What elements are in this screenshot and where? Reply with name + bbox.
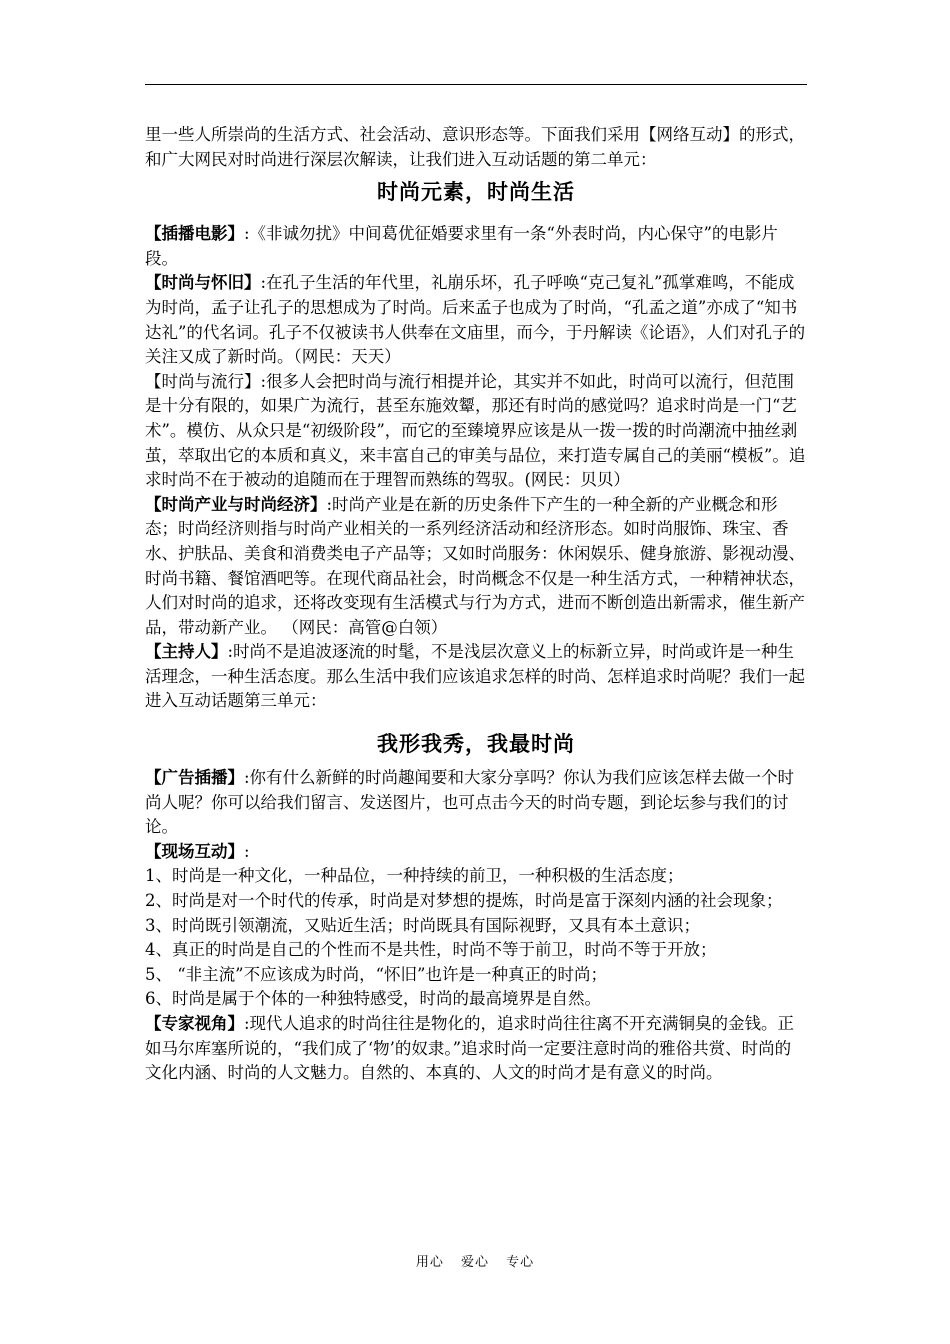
section-3-title: 我形我秀，我最时尚: [377, 731, 575, 757]
list-item: 6、时尚是属于个体的一种独特感受，时尚的最高境界是自然。: [145, 989, 601, 1009]
page-footer: [0, 1251, 950, 1270]
paragraph-industry: [145, 493, 807, 641]
section-2-title: 时尚元素，时尚生活: [377, 179, 575, 205]
text-expert: :现代人追求的时尚往往是物化的，追求时尚往往离不开充满铜臭的金钱。正如马尔库塞所说的，“我们成了‘物’的奴隶。”追求时尚一定要注意时尚的雅俗共赏、时尚的文化内涵、时尚的人文魅力。自然的、本真的、人文的时尚才是有意义的时尚。: [145, 1014, 795, 1083]
list-item: 3、时尚既引领潮流，又贴近生活；时尚既具有国际视野，又具有本土意识；: [145, 915, 700, 935]
label-nostalgia: 【时尚与怀旧】: [145, 273, 261, 293]
text-movie: :《非诚勿扰》中间葛优征婚要求里有一条“外表时尚，内心保守”的电影片段。: [145, 224, 778, 268]
label-industry: 【时尚产业与时尚经济】: [145, 494, 327, 514]
paragraph-live: [145, 840, 807, 865]
paragraph-host: [145, 640, 807, 714]
list-item: 4、真正的时尚是自己的个性而不是共性，时尚不等于前卫，时尚不等于开放；: [145, 940, 717, 960]
list-item: 5、 “非主流”不应该成为时尚，“怀旧”也许是一种真正的时尚；: [145, 964, 607, 984]
label-movie: 【插播电影】: [145, 224, 244, 244]
intro-paragraph: 里一些人所崇尚的生活方式、社会活动、意识形态等。下面我们采用【网络互动】的形式，和广大网民对时尚进行深层次解读，让我们进入互动话题的第二单元：: [145, 125, 805, 169]
label-live: 【现场互动】: [145, 841, 244, 861]
footer-word: 用心: [415, 1255, 444, 1270]
text-industry: :时尚产业是在新的历史条件下产生的一种全新的产业概念和形态；时尚经济则指与时尚产业相关的一系列经济活动和经济形态。如时尚服饰、珠宝、香水、护肤品、美食和消费类电子产品等；又如时尚服务：休闲娱乐、健身旅游、影视动漫、时尚书籍、餐馆酒吧等。在现代商品社会，时尚概念不仅是一种生活方式，一种精神状态，人们对时尚的追求，还将改变现有生活模式与行为方式，进而不断创造出新需求，催生新产品，带动新产业。 （网民：高管@白领）: [145, 494, 805, 637]
label-host: 【主持人】: [145, 642, 228, 662]
text-nostalgia: :在孔子生活的年代里，礼崩乐坏，孔子呼唤“克己复礼”孤掌难鸣，不能成为时尚，孟子让孔子的思想成为了时尚。后来孟子也成为了时尚，“孔孟之道”亦成了“知书达礼”的代名词。孔子不仅被读书人供奉在文庙里，而今，于丹解读《论语》，人们对孔子的关注又成了新时尚。（网民：天天）: [145, 273, 806, 367]
paragraph-nostalgia: [145, 271, 807, 369]
footer-word: 爱心: [460, 1255, 489, 1270]
document-body: [145, 123, 807, 1086]
list-item: 1、时尚是一种文化，一种品位，一种持续的前卫，一种积极的生活态度；: [145, 866, 684, 886]
label-expert: 【专家视角】: [145, 1014, 244, 1033]
paragraph-expert: [145, 1012, 807, 1086]
list-item: 2、时尚是对一个时代的传承，时尚是对梦想的提炼，时尚是富于深刻内涵的社会现象；: [145, 891, 783, 911]
label-ad: 【广告插播】: [145, 768, 244, 788]
footer-word: 专心: [506, 1255, 535, 1270]
label-popular: 【时尚与流行】: [145, 371, 261, 391]
paragraph-ad: [145, 766, 807, 840]
paragraph-movie: [145, 222, 807, 271]
text-live: :: [244, 841, 250, 861]
text-host: :时尚不是追波逐流的时髦，不是浅层次意义上的标新立异，时尚或许是一种生活理念，一种生活态度。那么生活中我们应该追求怎样的时尚、怎样追求时尚呢？我们一起进入互动话题第三单元：: [145, 642, 805, 711]
paragraph-popular: [145, 370, 807, 493]
text-ad: :你有什么新鲜的时尚趣闻要和大家分享吗？你认为我们应该怎样去做一个时尚人呢？你可以给我们留言、发送图片，也可点击今天的时尚专题，到论坛参与我们的讨论。: [145, 768, 795, 837]
text-popular: :很多人会把时尚与流行相提并论，其实并不如此，时尚可以流行，但范围是十分有限的，如果广为流行，甚至东施效颦，那还有时尚的感觉吗？追求时尚是一门“艺术”。模仿、从众只是“初级阶段”，而它的至臻境界应该是从一拨一拨的时尚潮流中抽丝剥茧，萃取出它的本质和真义，来丰富自己的审美与品位，来打造专属自己的美丽“模板”。追求时尚不在于被动的追随而在于理智而熟练的驾驭。(网民：贝贝）: [145, 371, 806, 490]
header-rule: [145, 84, 807, 85]
